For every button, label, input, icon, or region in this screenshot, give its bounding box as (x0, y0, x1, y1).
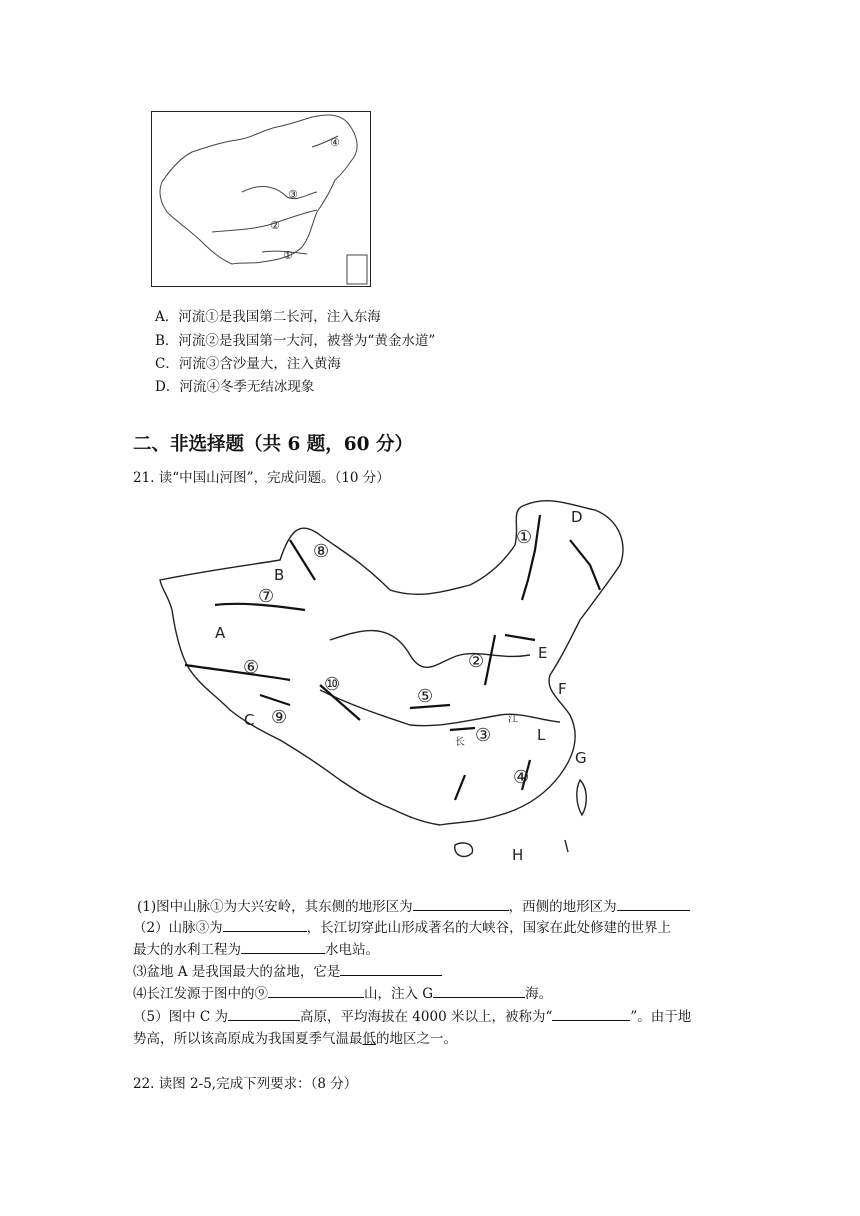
q21-p5-text-d: 势高，所以该高原成为我国夏季气温最 (133, 1031, 363, 1047)
question-21-part-2 (133, 917, 671, 939)
question-21-part-2-cont (133, 939, 379, 961)
question-21-part-1 (137, 896, 690, 918)
q21-p4-blank-sea[interactable] (433, 983, 525, 998)
question-21-part-4 (133, 983, 552, 1005)
south-sea-dash (565, 840, 568, 852)
map2-letter-a: A (215, 624, 226, 642)
map2-number-4: ④ (513, 767, 530, 788)
river-map-svg (152, 112, 369, 285)
q21-p2-text-d: 水电站。 (325, 942, 379, 958)
map2-number-1: ① (516, 527, 533, 548)
q21-p2-blank-mountain[interactable] (223, 917, 307, 932)
mountain-range-2 (485, 635, 495, 685)
question-21-stem: 21. 读“中国山河图”，完成问题。（10 分） (133, 470, 390, 486)
section-title: 二、非选择题（共 6 题，60 分） (133, 434, 413, 455)
map1-label-2: ② (270, 219, 280, 232)
map2-letter-f: F (558, 680, 567, 698)
map2-number-3: ③ (475, 725, 492, 746)
map2-letter-e: E (538, 644, 548, 662)
china-outline-large (160, 501, 623, 825)
mountain-range-8 (290, 540, 315, 580)
map2-letter-g: G (575, 749, 587, 767)
q21-p3-blank-basin[interactable] (340, 961, 442, 976)
china-outline (160, 115, 357, 264)
mountain-range-3 (450, 728, 475, 730)
map2-svg (150, 490, 670, 880)
q21-p1-text-b: ，西侧的地形区为 (508, 899, 617, 915)
q21-p5-text-f: 的地区之一。 (376, 1031, 457, 1047)
q21-p5-underlined-low: 低 (362, 1031, 376, 1047)
map2-river-char-jiang: 江 (508, 714, 518, 725)
q21-p5-blank-plateau[interactable] (228, 1006, 300, 1021)
q21-p2-text-a: （2）山脉③为 (133, 920, 223, 936)
mountain-range-13 (455, 775, 465, 800)
q21-p1-blank-east[interactable] (413, 896, 509, 911)
river-map-figure (151, 111, 371, 287)
map2-number-5: ⑤ (417, 686, 434, 707)
mountain-range-9 (260, 695, 290, 705)
map2-river-char-chang: 长 (455, 737, 465, 748)
map1-label-3: ③ (288, 188, 298, 201)
q21-p4-blank-mountain[interactable] (268, 983, 364, 998)
mountain-range-11 (570, 540, 600, 590)
map2-number-8: ⑧ (313, 541, 330, 562)
map2-number-6: ⑥ (243, 657, 260, 678)
option-b: B．河流②是我国第一大河，被誉为“黄金水道” (155, 333, 436, 349)
question-21-part-5-cont (133, 1028, 457, 1050)
question-21-part-5 (133, 1006, 691, 1028)
q21-p5-text-b: 高原，平均海拔在 4000 米以上，被称为“ (300, 1009, 553, 1025)
map2-number-2: ② (468, 651, 485, 672)
map2-letter-c: C (244, 711, 255, 729)
china-mountain-river-map (150, 490, 670, 880)
map2-number-7: ⑦ (258, 586, 275, 607)
sea-inset (347, 255, 367, 284)
q21-p3-text: ⑶盆地 A 是我国最大的盆地，它是 (133, 964, 341, 980)
q21-p5-text-a: （5）图中 C 为 (133, 1009, 229, 1025)
taiwan-island (577, 780, 586, 815)
q21-p2-blank-station[interactable] (241, 939, 325, 954)
map2-letter-l: L (537, 726, 546, 744)
mountain-range-12 (505, 635, 535, 640)
q21-p4-text-c: 海。 (525, 986, 553, 1002)
map1-label-4: ④ (330, 136, 340, 149)
option-c: C．河流③含沙量大，注入黄海 (155, 356, 341, 372)
yellow-river-path (330, 631, 530, 668)
q21-p1-text-a: (1)图中山脉①为大兴安岭，其东侧的地形区为 (137, 899, 413, 915)
option-d: D．河流④冬季无结冰现象 (155, 379, 315, 395)
option-a: A．河流①是我国第二长河，注入东海 (155, 309, 381, 325)
q21-p2-text-c: 最大的水利工程为 (133, 942, 241, 958)
q21-p2-text-b: ，长江切穿此山形成著名的大峡谷，国家在此处修建的世界上 (306, 920, 672, 936)
mountain-range-6 (185, 665, 290, 680)
map1-label-1: ① (283, 249, 293, 262)
question-21-part-3 (133, 961, 442, 983)
map2-number-9: ⑨ (271, 707, 288, 728)
map2-letter-b: B (274, 566, 285, 584)
river-2-path (212, 210, 317, 232)
river-3-path (242, 187, 317, 199)
q21-p1-blank-west[interactable] (617, 896, 690, 911)
hainan-island (455, 843, 473, 856)
question-22-stem: 22. 读图 2-5,完成下列要求：（8 分） (133, 1076, 358, 1092)
map2-letter-h: H (512, 846, 524, 864)
map2-letter-d: D (571, 508, 583, 526)
q21-p5-blank-nickname[interactable] (552, 1006, 630, 1021)
yangtze-river-path (320, 690, 560, 726)
q21-p5-text-c: ”。由于地 (630, 1009, 692, 1025)
map2-number-10: ⑩ (324, 674, 341, 695)
q21-p4-text-b: 山，注入 G (364, 986, 434, 1002)
q21-p4-text-a: ⑷长江发源于图中的⑨ (133, 986, 268, 1002)
